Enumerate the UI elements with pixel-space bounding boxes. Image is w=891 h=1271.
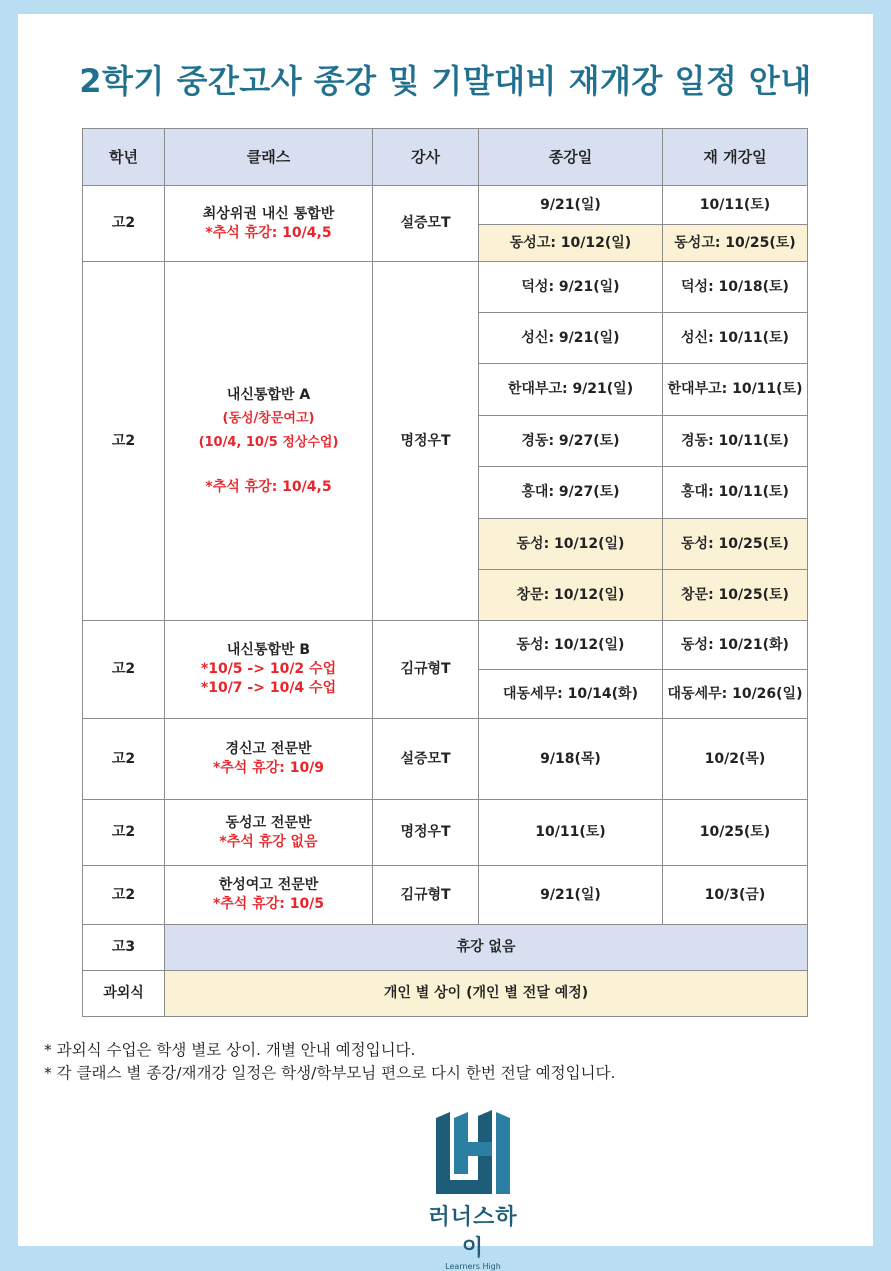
restart-date-cell: 동성고: 10/25(토) xyxy=(663,225,808,262)
restart-date-cell: 경동: 10/11(토) xyxy=(663,416,808,467)
grade-cell: 과외식 xyxy=(83,971,165,1017)
table-row xyxy=(83,866,808,925)
end-date-cell: 경동: 9/27(토) xyxy=(479,416,663,467)
header-class: 클래스 xyxy=(165,129,373,186)
restart-date-cell: 덕성: 10/18(토) xyxy=(663,262,808,313)
schedule-table xyxy=(82,128,808,1017)
class-note: *10/5 -> 10/2 수업 xyxy=(200,661,337,678)
footnote: * 과외식 수업은 학생 별로 상이. 개별 안내 예정입니다. xyxy=(44,1041,416,1059)
restart-date-cell: 10/3(금) xyxy=(663,866,808,925)
restart-date-cell: 10/2(목) xyxy=(663,719,808,800)
teacher-cell: 김규형T xyxy=(373,621,479,719)
logo-subtitle: Learners High xyxy=(445,1262,501,1271)
teacher-cell: 김규형T xyxy=(373,866,479,925)
grade-cell: 고3 xyxy=(83,925,165,971)
grade-cell: 고2 xyxy=(83,262,165,621)
end-date-cell: 10/11(토) xyxy=(479,800,663,866)
end-date-cell: 동성: 10/12(일) xyxy=(479,621,663,670)
table-row xyxy=(83,925,808,971)
grade-cell: 고2 xyxy=(83,621,165,719)
brand-logo xyxy=(418,1110,528,1271)
header-teacher: 강사 xyxy=(373,129,479,186)
restart-date-cell: 창문: 10/25(토) xyxy=(663,570,808,621)
end-date-cell: 한대부고: 9/21(일) xyxy=(479,364,663,416)
end-date-cell: 9/21(일) xyxy=(479,186,663,225)
header-grade: 학년 xyxy=(83,129,165,186)
class-cell xyxy=(165,719,373,800)
lh-logo-mark-icon xyxy=(428,1110,518,1198)
end-date-cell: 동성: 10/12(일) xyxy=(479,519,663,570)
grade-cell: 고2 xyxy=(83,800,165,866)
end-date-cell: 성신: 9/21(일) xyxy=(479,313,663,364)
end-date-cell: 창문: 10/12(일) xyxy=(479,570,663,621)
table-row xyxy=(83,262,808,313)
class-cell xyxy=(165,866,373,925)
end-date-cell: 홍대: 9/27(토) xyxy=(479,467,663,519)
class-cell xyxy=(165,800,373,866)
class-name: 내신통합반 A xyxy=(226,386,311,403)
class-cell xyxy=(165,621,373,719)
class-note: *추석 휴강: 10/4,5 xyxy=(205,478,332,495)
class-note: *추석 휴강: 10/9 xyxy=(212,760,325,776)
class-name: 내신통합반 B xyxy=(226,642,311,659)
end-date-cell: 9/21(일) xyxy=(479,866,663,925)
class-name: 경신고 전문반 xyxy=(225,741,312,758)
grade-cell: 고2 xyxy=(83,719,165,800)
page-title: 2학기 중간고사 종강 및 기말대비 재개강 일정 안내 xyxy=(79,62,812,100)
restart-date-cell: 대동세무: 10/26(일) xyxy=(663,670,808,719)
restart-date-cell: 동성: 10/21(화) xyxy=(663,621,808,670)
class-name: 한성여고 전문반 xyxy=(218,877,319,894)
end-date-cell: 동성고: 10/12(일) xyxy=(479,225,663,262)
teacher-cell: 명정우T xyxy=(373,800,479,866)
class-note: *추석 휴강: 10/5 xyxy=(212,896,325,912)
table-row xyxy=(83,621,808,670)
end-date-cell: 대동세무: 10/14(화) xyxy=(479,670,663,719)
merged-schedule-cell: 휴강 없음 xyxy=(165,925,808,971)
teacher-cell: 설증모T xyxy=(373,719,479,800)
table-row xyxy=(83,971,808,1017)
grade-cell: 고2 xyxy=(83,866,165,925)
table-header-row xyxy=(83,129,808,186)
restart-date-cell: 동성: 10/25(토) xyxy=(663,519,808,570)
class-note: *추석 휴강 없음 xyxy=(219,833,318,850)
table-row xyxy=(83,186,808,225)
restart-date-cell: 홍대: 10/11(토) xyxy=(663,467,808,519)
logo-name: 러너스하이 xyxy=(428,1205,518,1261)
teacher-cell: 명정우T xyxy=(373,262,479,621)
class-cell xyxy=(165,186,373,262)
grade-cell: 고2 xyxy=(83,186,165,262)
table-row xyxy=(83,719,808,800)
restart-date-cell: 10/25(토) xyxy=(663,800,808,866)
footnotes xyxy=(44,1039,615,1086)
header-restart-date: 재 개강일 xyxy=(663,129,808,186)
merged-schedule-cell: 개인 별 상이 (개인 별 전달 예정) xyxy=(165,971,808,1017)
class-cell xyxy=(165,262,373,621)
class-name: 최상위권 내신 통합반 xyxy=(202,205,335,222)
restart-date-cell: 10/11(토) xyxy=(663,186,808,225)
table-row xyxy=(83,800,808,866)
class-name: 동성고 전문반 xyxy=(225,814,312,831)
header-end-date: 종강일 xyxy=(479,129,663,186)
restart-date-cell: 성신: 10/11(토) xyxy=(663,313,808,364)
class-note: (동성/창문여고) xyxy=(222,411,315,427)
footnote: * 각 클래스 별 종강/재개강 일정은 학생/학부모님 편으로 다시 한번 전달 예정입니다. xyxy=(44,1064,616,1083)
restart-date-cell: 한대부고: 10/11(토) xyxy=(663,364,808,416)
class-note: *추석 휴강: 10/4,5 xyxy=(205,224,332,241)
end-date-cell: 덕성: 9/21(일) xyxy=(479,262,663,313)
class-note: (10/4, 10/5 정상수업) xyxy=(198,435,339,450)
end-date-cell: 9/18(목) xyxy=(479,719,663,800)
class-note: *10/7 -> 10/4 수업 xyxy=(200,679,337,696)
teacher-cell: 설증모T xyxy=(373,186,479,262)
